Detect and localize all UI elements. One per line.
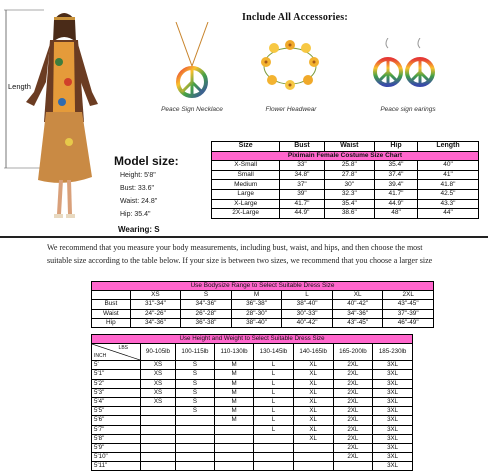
hw-header-cell: 165-200lb xyxy=(333,344,373,361)
hw-corner-lbs: LBS xyxy=(118,345,128,352)
bodysize-header-cell: S xyxy=(181,291,232,300)
size-chart-cell: 33" xyxy=(280,161,324,171)
hw-height-cell: 5'5" xyxy=(92,407,141,416)
size-chart-cell: 40" xyxy=(417,161,478,171)
hw-cell: L xyxy=(254,425,294,434)
hw-row xyxy=(92,379,413,388)
hw-cell: XS xyxy=(141,397,176,406)
hw-cell: 2XL xyxy=(333,370,373,379)
bodysize-caption: Use Bodysize Range to Select Suitable Dress Size xyxy=(92,282,434,291)
hw-cell: 2XL xyxy=(333,434,373,443)
hw-row xyxy=(92,416,413,425)
recommendation-text: We recommend that you measure your body measurements, including bust, waist, and hips, and then choose the most suitable size according to the table below. If your size is between two sizes, we recommend that you choose a larger size xyxy=(47,243,433,265)
bodysize-cell: 36"-38" xyxy=(231,300,282,309)
bodysize-cell: 24"-26" xyxy=(130,309,181,318)
size-chart-cell: 32.3" xyxy=(324,189,374,199)
hw-cell: XL xyxy=(293,407,333,416)
model-photo xyxy=(4,2,106,230)
hw-height-cell: 5'1" xyxy=(92,370,141,379)
size-chart-caption: Piximain Female Costume Size Chart xyxy=(212,151,479,161)
hw-row xyxy=(92,425,413,434)
size-chart-row xyxy=(212,199,479,209)
hw-cell: 3XL xyxy=(373,370,413,379)
size-chart-cell: Medium xyxy=(212,180,280,190)
bodysize-table xyxy=(91,281,434,328)
hw-row xyxy=(92,434,413,443)
hw-row xyxy=(92,443,413,452)
hw-row xyxy=(92,388,413,397)
hw-header-cell: 90-105lb xyxy=(141,344,176,361)
hw-header-cell: 185-230lb xyxy=(373,344,413,361)
size-chart-cell: 34.8" xyxy=(280,170,324,180)
bodysize-caption-row xyxy=(92,282,434,291)
bodysize-cell: 46"-49" xyxy=(383,318,434,327)
hw-cell xyxy=(175,443,214,452)
earrings-caption: Peace sign earings xyxy=(380,106,436,113)
size-chart-table xyxy=(211,141,479,219)
hw-row xyxy=(92,370,413,379)
hw-cell: L xyxy=(254,361,294,370)
bodysize-cell: 43"-45" xyxy=(332,318,383,327)
bodysize-header-cell xyxy=(92,291,131,300)
hw-height-cell: 5'11" xyxy=(92,462,141,471)
bodysize-header-cell: 2XL xyxy=(383,291,434,300)
hw-cell xyxy=(141,434,176,443)
hw-cell xyxy=(254,443,294,452)
accessories-title: Include All Accessories: xyxy=(242,12,348,23)
hw-cell: XL xyxy=(293,434,333,443)
hw-cell: M xyxy=(215,379,254,388)
bodysize-row xyxy=(92,300,434,309)
headwear-caption: Flower Headwear xyxy=(265,106,317,113)
hw-cell: 3XL xyxy=(373,462,413,471)
hw-row xyxy=(92,361,413,370)
hw-height-cell: 5' xyxy=(92,361,141,370)
size-chart-cell: 25.8" xyxy=(324,161,374,171)
bodysize-cell: 40"-42" xyxy=(332,300,383,309)
bodysize-cell: 36"-38" xyxy=(181,318,232,327)
bodysize-row xyxy=(92,309,434,318)
hw-cell: XL xyxy=(293,397,333,406)
hw-height-cell: 5'3" xyxy=(92,388,141,397)
hw-cell xyxy=(215,434,254,443)
size-chart-cell: 27.8" xyxy=(324,170,374,180)
hw-cell: 2XL xyxy=(333,425,373,434)
bodysize-cell: 38"-40" xyxy=(282,300,333,309)
size-chart-header xyxy=(212,142,479,152)
hw-cell xyxy=(254,462,294,471)
hw-cell xyxy=(215,462,254,471)
bodysize-cell: 26"-28" xyxy=(181,309,232,318)
hw-cell xyxy=(215,453,254,462)
hw-cell: 2XL xyxy=(333,397,373,406)
hw-caption-row xyxy=(92,335,413,344)
hw-cell xyxy=(141,425,176,434)
hw-caption: Use Height and Weight to Select Suitable Dress Size xyxy=(92,335,413,344)
hw-cell xyxy=(175,462,214,471)
bodysize-cell: Hip xyxy=(92,318,131,327)
hw-height-cell: 5'4" xyxy=(92,397,141,406)
bodysize-cell: 34"-36" xyxy=(332,309,383,318)
size-chart-cell: 2X-Large xyxy=(212,209,280,219)
bodysize-cell: 28"-30" xyxy=(231,309,282,318)
bodysize-cell: 30"-33" xyxy=(282,309,333,318)
hw-cell: S xyxy=(175,379,214,388)
size-chart-caption-row xyxy=(212,151,479,161)
size-chart-row xyxy=(212,180,479,190)
size-chart-cell: 41.8" xyxy=(417,180,478,190)
hw-cell xyxy=(141,443,176,452)
height-weight-table xyxy=(91,334,413,471)
hw-cell: M xyxy=(215,388,254,397)
hw-cell: XL xyxy=(293,425,333,434)
model-size-title: Model size: xyxy=(114,154,179,168)
size-chart-cell: 38.6" xyxy=(324,209,374,219)
hw-cell: M xyxy=(215,361,254,370)
hw-cell: XS xyxy=(141,388,176,397)
size-chart-cell: 39" xyxy=(280,189,324,199)
flower-headwear-icon xyxy=(258,40,322,92)
bodysize-header-cell: XS xyxy=(130,291,181,300)
size-chart-cell: 41" xyxy=(417,170,478,180)
bodysize-header-row xyxy=(92,291,434,300)
size-chart-cell: X-Small xyxy=(212,161,280,171)
size-chart-cell: Small xyxy=(212,170,280,180)
hw-cell xyxy=(215,443,254,452)
hw-cell: L xyxy=(254,407,294,416)
hw-cell: 3XL xyxy=(373,361,413,370)
bodysize-cell: Bust xyxy=(92,300,131,309)
size-chart-header-cell: Hip xyxy=(375,142,418,152)
size-chart-cell: 39.4" xyxy=(375,180,418,190)
bodysize-cell: 34"-36" xyxy=(181,300,232,309)
hw-cell: 2XL xyxy=(333,379,373,388)
size-chart-row xyxy=(212,189,479,199)
bodysize-cell: 31"-34" xyxy=(130,300,181,309)
hw-cell: 2XL xyxy=(333,443,373,452)
hw-cell xyxy=(141,416,176,425)
hw-cell xyxy=(293,453,333,462)
hw-cell: XS xyxy=(141,379,176,388)
hw-cell xyxy=(141,407,176,416)
size-chart-cell: 37" xyxy=(280,180,324,190)
hw-cell: L xyxy=(254,379,294,388)
hw-cell xyxy=(215,425,254,434)
hw-row xyxy=(92,453,413,462)
hw-height-cell: 5'10" xyxy=(92,453,141,462)
hw-cell: XS xyxy=(141,361,176,370)
hw-cell: XL xyxy=(293,361,333,370)
hw-cell: 3XL xyxy=(373,397,413,406)
bodysize-cell: 34"-36" xyxy=(130,318,181,327)
size-chart-header-cell: Size xyxy=(212,142,280,152)
hw-cell: S xyxy=(175,361,214,370)
model-bust: Bust: 33.6" xyxy=(120,185,155,192)
hw-cell: 3XL xyxy=(373,416,413,425)
hw-header-cell: 100-115lb xyxy=(175,344,214,361)
size-chart-cell: 41.7" xyxy=(280,199,324,209)
size-chart-cell: 30" xyxy=(324,180,374,190)
hw-cell: S xyxy=(175,388,214,397)
size-chart-cell: 35.4" xyxy=(375,161,418,171)
hw-cell xyxy=(175,416,214,425)
size-chart-cell: 42.5" xyxy=(417,189,478,199)
hw-cell: M xyxy=(215,370,254,379)
hw-cell xyxy=(175,434,214,443)
size-chart-cell: 37.4" xyxy=(375,170,418,180)
hw-cell xyxy=(254,434,294,443)
hw-cell xyxy=(254,453,294,462)
hw-cell: 3XL xyxy=(373,425,413,434)
hw-cell: XL xyxy=(293,416,333,425)
hw-cell: L xyxy=(254,388,294,397)
hw-cell: M xyxy=(215,407,254,416)
bodysize-cell: Waist xyxy=(92,309,131,318)
section-divider xyxy=(0,236,488,238)
hw-cell: 3XL xyxy=(373,434,413,443)
hw-header-cell: 140-165lb xyxy=(293,344,333,361)
hw-cell xyxy=(175,453,214,462)
size-chart-cell: 44" xyxy=(417,209,478,219)
hw-cell: 2XL xyxy=(333,361,373,370)
hw-cell: L xyxy=(254,416,294,425)
hw-cell: S xyxy=(175,370,214,379)
bodysize-cell: 37"-39" xyxy=(383,309,434,318)
hw-height-cell: 5'7" xyxy=(92,425,141,434)
size-chart-header-cell: Waist xyxy=(324,142,374,152)
hw-cell: XS xyxy=(141,370,176,379)
hw-cell xyxy=(293,462,333,471)
hw-cell: M xyxy=(215,397,254,406)
hw-cell xyxy=(333,462,373,471)
hw-header-row xyxy=(92,344,413,361)
size-chart-header-cell: Bust xyxy=(280,142,324,152)
peace-earrings-icon xyxy=(372,38,436,96)
wearing-size: Wearing: S xyxy=(118,225,160,234)
hw-height-cell: 5'6" xyxy=(92,416,141,425)
hw-cell: XL xyxy=(293,370,333,379)
size-chart-row xyxy=(212,161,479,171)
bodysize-cell: 38"-40" xyxy=(231,318,282,327)
hw-cell: XL xyxy=(293,388,333,397)
hw-height-cell: 5'9" xyxy=(92,443,141,452)
size-chart-cell: 44.9" xyxy=(375,199,418,209)
hw-cell xyxy=(141,462,176,471)
size-chart-row xyxy=(212,209,479,219)
hw-cell: 2XL xyxy=(333,407,373,416)
bodysize-header-cell: XL xyxy=(332,291,383,300)
hw-cell: 3XL xyxy=(373,407,413,416)
size-chart-cell: 44.9" xyxy=(280,209,324,219)
model-waist: Waist: 24.8" xyxy=(120,198,158,205)
hw-cell: 2XL xyxy=(333,388,373,397)
model-hip: Hip: 35.4" xyxy=(120,211,151,218)
model-height: Height: 5'8" xyxy=(120,172,156,179)
hw-cell xyxy=(141,453,176,462)
necklace-caption: Peace Sign Necklace xyxy=(161,106,223,113)
hw-cell xyxy=(293,443,333,452)
size-chart-cell: 35.4" xyxy=(324,199,374,209)
hw-cell: 3XL xyxy=(373,388,413,397)
hw-cell: 3XL xyxy=(373,379,413,388)
hw-row xyxy=(92,462,413,471)
bodysize-header-cell: L xyxy=(282,291,333,300)
hw-cell: S xyxy=(175,407,214,416)
bodysize-row xyxy=(92,318,434,327)
hw-header-cell: 110-130lb xyxy=(215,344,254,361)
peace-necklace-icon xyxy=(170,22,214,100)
bodysize-cell: 43"-45" xyxy=(383,300,434,309)
bodysize-cell: 40"-42" xyxy=(282,318,333,327)
hw-cell: 3XL xyxy=(373,443,413,452)
hw-cell: 3XL xyxy=(373,453,413,462)
hw-corner-cell xyxy=(92,344,141,361)
hw-cell xyxy=(175,425,214,434)
hw-height-cell: 5'2" xyxy=(92,379,141,388)
size-chart-cell: 43.3" xyxy=(417,199,478,209)
size-chart-header-cell: Length xyxy=(417,142,478,152)
length-label: Length xyxy=(8,82,31,91)
hw-row xyxy=(92,407,413,416)
size-chart-cell: Large xyxy=(212,189,280,199)
hw-cell: L xyxy=(254,397,294,406)
hw-cell: 2XL xyxy=(333,416,373,425)
hw-cell: XL xyxy=(293,379,333,388)
hw-row xyxy=(92,397,413,406)
bodysize-header-cell: M xyxy=(231,291,282,300)
hw-cell: L xyxy=(254,370,294,379)
size-chart-row xyxy=(212,170,479,180)
hw-cell: S xyxy=(175,397,214,406)
hw-cell: M xyxy=(215,416,254,425)
size-chart-cell: 41.7" xyxy=(375,189,418,199)
hw-cell: 2XL xyxy=(333,453,373,462)
hw-height-cell: 5'8" xyxy=(92,434,141,443)
hw-corner-inch: INCH xyxy=(94,353,107,360)
size-chart-cell: X-Large xyxy=(212,199,280,209)
hw-header-cell: 130-145lb xyxy=(254,344,294,361)
size-chart-cell: 48" xyxy=(375,209,418,219)
